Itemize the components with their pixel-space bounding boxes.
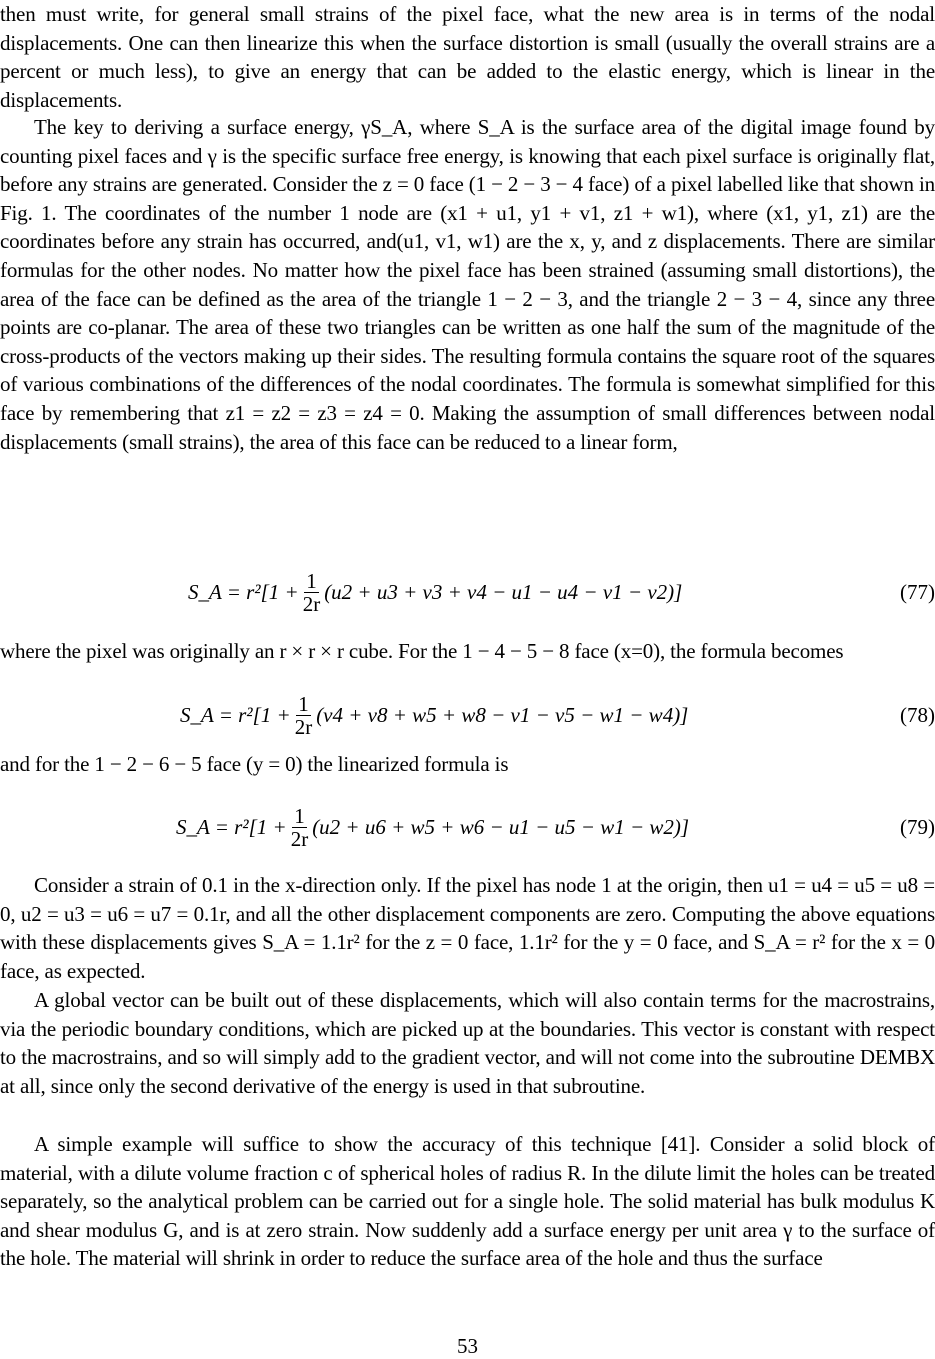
fraction-numerator: 1 — [306, 568, 317, 593]
equation-rhs: (u2 + u3 + v3 + v4 − u1 − u4 − v1 − v2)] — [324, 579, 683, 604]
paragraph-continuation: then must write, for general small strains of the pixel face, what the new area is in terms of the nodal displacements. One can then linearize this when the surface distortion is small (usually the overall strains are a percent or much less), to give an energy that can be added to the elastic energy, which is linear in the displacements. — [0, 2, 935, 112]
equation-77 — [0, 562, 935, 622]
paragraph-simple-example: A simple example will suffice to show the accuracy of this technique [41]. Consider a solid block of material, with a dilute volume fraction c of spherical holes of radius R. In the dilute limit the holes can be treated separately, so the analytical problem can be carried out for a single hole. The solid material has bulk modulus K and shear modulus G, and is at zero strain. Now suddenly add a surface energy per unit area γ to the surface of the hole. The material will shrink in order to reduce the surface area of the hole and thus the surface — [0, 1132, 935, 1271]
equation-number: (78) — [900, 702, 935, 727]
fraction-denominator: 2r — [302, 591, 321, 616]
fraction — [301, 570, 323, 615]
equation-rhs: (v4 + v8 + w5 + w8 − v1 − v5 − w1 − w4)] — [316, 702, 689, 727]
paragraph-face-x0: where the pixel was originally an r × r × r cube. For the 1 − 4 − 5 − 8 face (x=0), the formula becomes — [0, 639, 844, 663]
equation-lhs: S_A = r²[1 + — [188, 579, 299, 604]
fraction-numerator: 1 — [294, 803, 305, 828]
equation-rhs: (u2 + u6 + w5 + w6 − u1 − u5 − w1 − w2)] — [312, 814, 690, 839]
page-number: 53 — [457, 1334, 478, 1358]
fraction — [293, 693, 315, 738]
equation-lhs: S_A = r²[1 + — [176, 814, 287, 839]
fraction-numerator: 1 — [298, 691, 309, 716]
paragraph-face-y0: and for the 1 − 2 − 6 − 5 face (y = 0) the linearized formula is — [0, 752, 509, 776]
equation-79 — [0, 797, 935, 857]
fraction-denominator: 2r — [290, 826, 309, 851]
paragraph-strain-example: Consider a strain of 0.1 in the x-direction only. If the pixel has node 1 at the origin, then u1 = u4 = u5 = u8 = 0, u2 = u3 = u6 = u7 = 0.1r, and all the other displacement components are zero. Computing the above equations with these displacements gives S_A = 1.1r² for the z = 0 face, 1.1r² for the y = 0 face, and S_A = r² for the x = 0 face, as expected. — [0, 873, 935, 983]
equation-number: (77) — [900, 579, 935, 604]
equation-78 — [0, 685, 935, 745]
paragraph-surface-energy: The key to deriving a surface energy, γS_A, where S_A is the surface area of the digital image found by counting pixel faces and γ is the specific surface free energy, is knowing that each pixel surface is originally flat, before any strains are generated. Consider the z = 0 face (1 − 2 − 3 − 4 face) of a pixel labelled like that shown in Fig. 1. The coordinates of the number 1 node are (x1 + u1, y1 + v1, z1 + w1), where (x1, y1, z1) are the coordinates before any strain has occurred, and(u1, v1, w1) are the x, y, and z displacements. There are similar formulas for the other nodes. No matter how the pixel face has been strained (assuming small distortions), the area of the face can be defined as the area of the triangle 1 − 2 − 3, and the triangle 2 − 3 − 4, since any three points are co-planar. The area of these two triangles can be written as one half the sum of the magnitude of the cross-products of the vectors making up their sides. The resulting formula contains the square root of the squares of various combinations of the differences of the nodal coordinates. The formula is somewhat simplified for this face by remembering that z1 = z2 = z3 = z4 = 0. Making the assumption of small differences between nodal displacements (small strains), the area of this face can be reduced to a linear form, — [0, 115, 935, 454]
paragraph-global-vector: A global vector can be built out of these displacements, which will also contain terms for the macrostrains, via the periodic boundary conditions, which are picked up at the boundaries. This vector is constant with respect to the macrostrains, and so will simply add to the gradient vector, and will not come into the subroutine DEMBX at all, since only the second derivative of the energy is used in that subroutine. — [0, 988, 935, 1098]
fraction-denominator: 2r — [294, 714, 313, 739]
equation-number: (79) — [900, 814, 935, 839]
equation-lhs: S_A = r²[1 + — [180, 702, 291, 727]
fraction — [289, 805, 311, 850]
